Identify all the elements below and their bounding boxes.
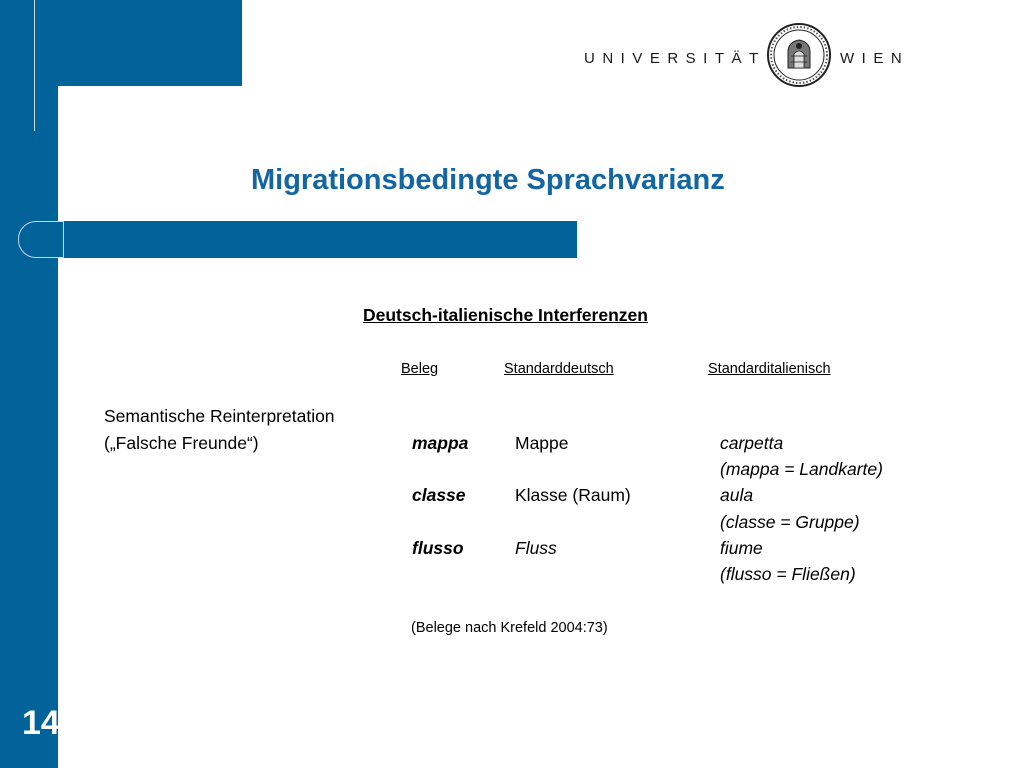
- slide-title: Migrationsbedingte Sprachvarianz: [251, 164, 725, 196]
- row-standarddeutsch: Mappe: [515, 433, 569, 453]
- row-standarddeutsch: Fluss: [515, 538, 557, 558]
- page-number: 14: [22, 704, 60, 742]
- column-header-standarddeutsch: Standarddeutsch: [504, 361, 614, 377]
- title-rule-cap: [18, 221, 64, 258]
- row-standarditalienisch: carpetta: [720, 433, 784, 453]
- logo-word-right: WIEN: [840, 50, 910, 67]
- row-note: (flusso = Fließen): [720, 564, 856, 584]
- title-rule-bar: [46, 221, 577, 258]
- category-label: Semantische Reinterpretation: [104, 406, 335, 426]
- frame-top-block: [0, 0, 242, 86]
- row-beleg: mappa: [412, 433, 469, 453]
- university-logo: [584, 22, 914, 92]
- university-seal-icon: [766, 22, 832, 88]
- section-heading: Deutsch-italienische Interferenzen: [363, 305, 648, 325]
- frame-rounded-corner: [58, 86, 98, 126]
- row-standarddeutsch: Klasse (Raum): [515, 485, 631, 505]
- row-beleg: classe: [412, 485, 466, 505]
- frame-left-bar: [0, 0, 58, 768]
- row-note: (classe = Gruppe): [720, 512, 860, 532]
- frame-divider-line: [34, 0, 35, 131]
- column-header-standarditalienisch: Standarditalienisch: [708, 361, 831, 377]
- column-header-beleg: Beleg: [401, 361, 439, 377]
- source-note: (Belege nach Krefeld 2004:73): [411, 620, 608, 636]
- row-beleg: flusso: [412, 538, 464, 558]
- row-standarditalienisch: fiume: [720, 538, 763, 558]
- row-standarditalienisch: aula: [720, 485, 754, 505]
- row-note: (mappa = Landkarte): [720, 459, 883, 479]
- category-sublabel: („Falsche Freunde“): [104, 433, 259, 453]
- logo-word-left: UNIVERSITÄT: [584, 50, 766, 67]
